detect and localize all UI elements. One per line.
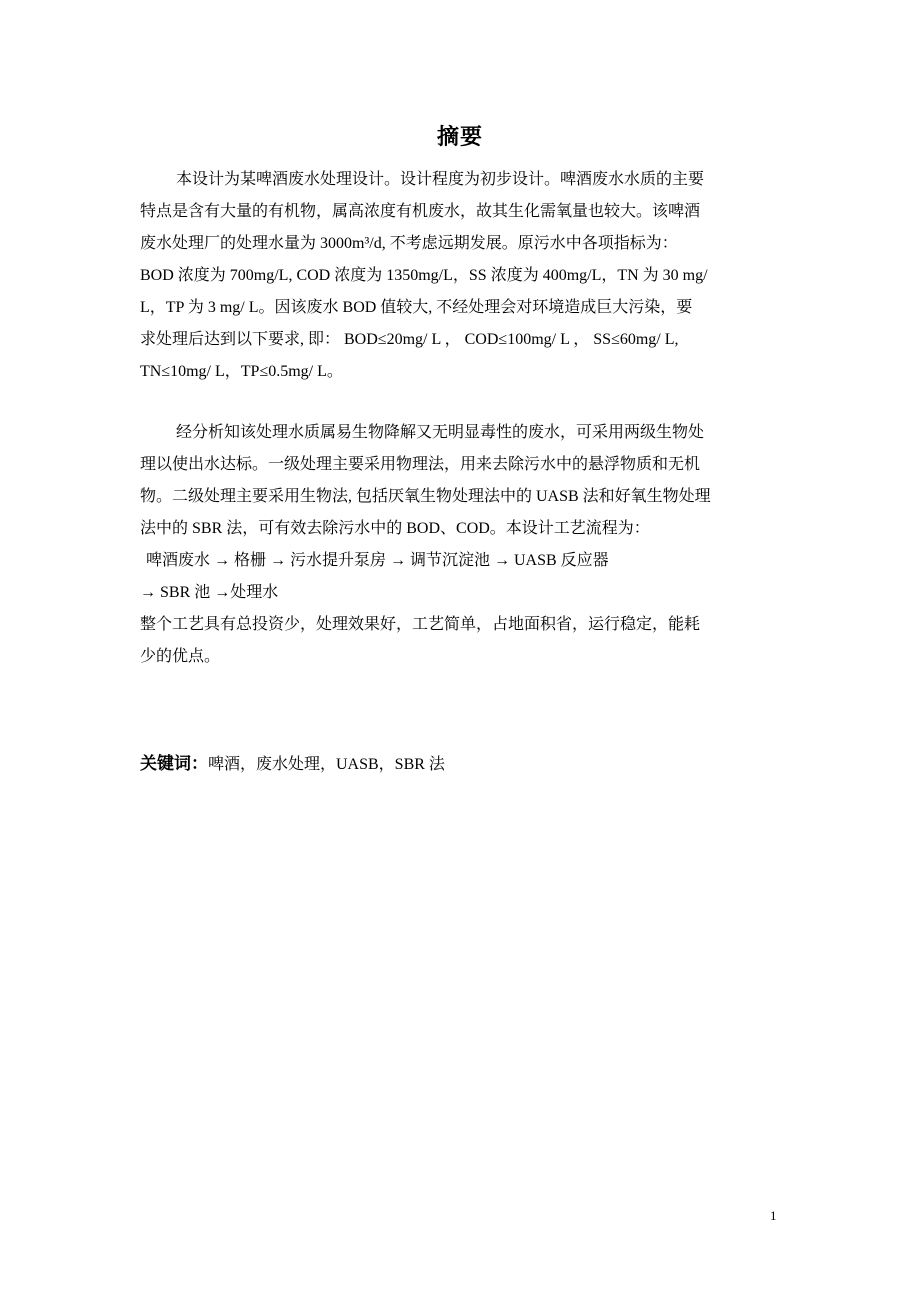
- paragraph-line: 求处理后达到以下要求, 即： BOD≤20mg/ L ， COD≤100mg/ L ， SS≤60mg/ L,: [140, 331, 679, 348]
- paragraph-line: TN≤10mg/ L，TP≤0.5mg/ L。: [140, 363, 343, 380]
- abstract-paragraph-1: [140, 164, 780, 388]
- paragraph-line: 废水处理厂的处理水量为 3000m³/d, 不考虑远期发展。原污水中各项指标为：: [140, 235, 678, 252]
- paragraph-line: L，TP 为 3 mg/ L。因该废水 BOD 值较大, 不经处理会对环境造成巨大污染，要: [140, 299, 693, 316]
- paragraph-line: BOD 浓度为 700mg/L, COD 浓度为 1350mg/L，SS 浓度为 400mg/L，TN 为 30 mg/: [140, 267, 708, 284]
- paragraph-line: 整个工艺具有总投资少，处理效果好，工艺简单，占地面积省，运行稳定，能耗: [140, 616, 701, 633]
- paragraph-line: 物。二级处理主要采用生物法, 包括厌氧生物处理法中的 UASB 法和好氧生物处理: [140, 488, 711, 505]
- process-flow-line: → SBR 池 →处理水: [140, 584, 279, 601]
- paragraph-line: 特点是含有大量的有机物，属高浓度有机废水，故其生化需氧量也较大。该啤酒: [140, 203, 701, 220]
- keywords-line: [140, 748, 780, 781]
- abstract-paragraph-2: [140, 417, 780, 673]
- paragraph-line: 理以使出水达标。一级处理主要采用物理法，用来去除污水中的悬浮物质和无机: [140, 456, 701, 473]
- paragraph-line: 法中的 SBR 法，可有效去除污水中的 BOD、COD。本设计工艺流程为：: [140, 520, 650, 537]
- abstract-title: 摘要: [436, 125, 483, 150]
- paragraph-line: 经分析知该处理水质属易生物降解又无明显毒性的废水，可采用两级生物处: [176, 424, 705, 441]
- keywords-value: 啤酒，废水处理，UASB，SBR 法: [208, 756, 445, 773]
- keywords-label: 关键词：: [140, 754, 208, 774]
- process-flow-line: 啤酒废水 → 格栅 → 污水提升泵房 → 调节沉淀池 → UASB 反应器: [146, 552, 609, 569]
- page-number: 1: [770, 1208, 777, 1223]
- paragraph-line: 少的优点。: [140, 648, 221, 665]
- paragraph-line: 本设计为某啤酒废水处理设计。设计程度为初步设计。啤酒废水水质的主要: [176, 171, 705, 188]
